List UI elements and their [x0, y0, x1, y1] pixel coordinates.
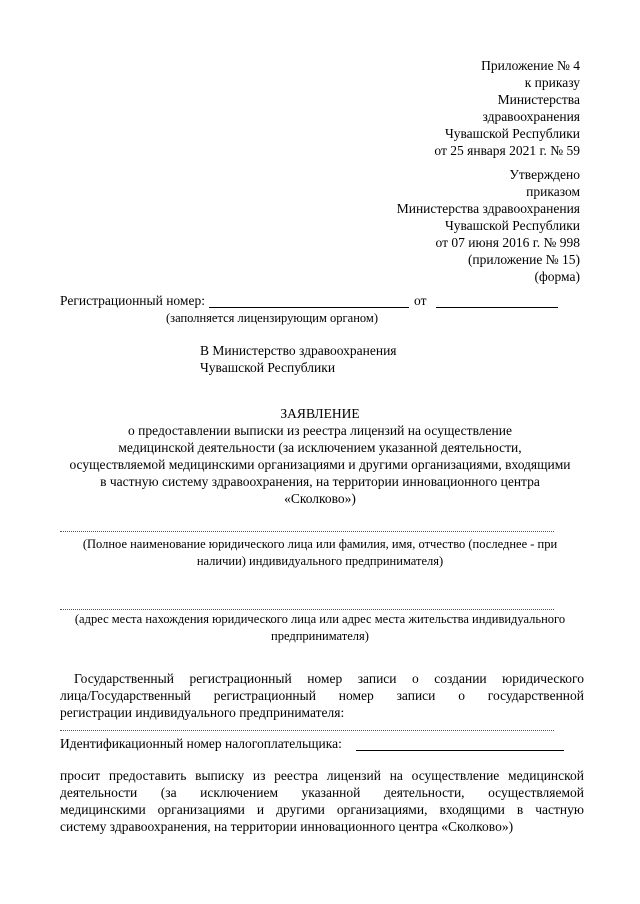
statement-line5: «Сколково») [284, 491, 356, 506]
state-reg-line2: лица/Государственный регистрационный номер записи о государственной [60, 688, 584, 703]
statement-line1: о предоставлении выписки из реестра лицензий на осуществление [128, 423, 512, 438]
approved-order: приказом [526, 184, 580, 199]
approved-appendix: (приложение № 15) [467, 252, 580, 267]
appendix-to-order: к приказу [524, 75, 580, 90]
addressee-line1: В Министерство здравоохранения [200, 343, 397, 358]
approved-block [280, 166, 580, 285]
registration-date-field[interactable] [436, 307, 558, 308]
approved-title: Утверждено [509, 167, 580, 182]
applicant-address-note-line1: (адрес места нахождения юридического лица или адрес места жительства индивидуального [74, 612, 566, 626]
approved-ministry: Министерства здравоохранения [396, 201, 580, 216]
applicant-name-field[interactable] [60, 531, 554, 532]
appendix-ministry-health: здравоохранения [482, 109, 580, 124]
applicant-name-note [40, 536, 600, 570]
registration-number-field[interactable] [209, 307, 409, 308]
inn-field[interactable] [356, 750, 564, 751]
request-paragraph [60, 767, 584, 835]
request-line4: систему здравоохранения, на территории инновационного центра «Сколково») [60, 819, 514, 834]
statement-line3: осуществляемой медицинскими организациями и другими организациями, входящими [69, 457, 571, 472]
applicant-address-note [40, 611, 600, 645]
registration-from-label: от [414, 293, 427, 308]
state-reg-line3: регистрации индивидуального предпринимателя: [60, 705, 345, 720]
addressee-line2: Чувашской Республики [200, 360, 336, 375]
request-line3: медицинскими организациями и другими организациями, входящими в частную [60, 802, 584, 817]
appendix-region: Чувашской Республики [444, 126, 580, 141]
statement-title: ЗАЯВЛЕНИЕ [280, 406, 360, 421]
inn-label: Идентификационный номер налогоплательщика: [60, 736, 342, 751]
approved-form: (форма) [534, 269, 580, 284]
state-reg-number-field[interactable] [60, 730, 554, 731]
registration-label: Регистрационный номер: [60, 293, 205, 308]
approved-region: Чувашской Республики [444, 218, 580, 233]
request-line1: просит предоставить выписку из реестра лицензий на осуществление медицинской [60, 768, 584, 783]
appendix-block [280, 57, 580, 159]
applicant-address-note-line2: предпринимателя) [271, 629, 369, 643]
appendix-title: Приложение № 4 [481, 58, 580, 73]
appendix-ministry: Министерства [497, 92, 580, 107]
applicant-name-note-line1: (Полное наименование юридического лица или фамилия, имя, отчество (последнее - при [82, 537, 558, 551]
registration-note: (заполняется лицензирующим органом) [166, 311, 378, 325]
state-reg-line1: Государственный регистрационный номер записи о создании юридического [74, 671, 584, 686]
statement-line4: в частную систему здравоохранения, на территории инновационного центра [100, 474, 540, 489]
approved-date: от 07 июня 2016 г. № 998 [435, 235, 580, 250]
addressee [200, 342, 397, 376]
statement-block [0, 405, 640, 507]
applicant-name-note-line2: наличии) индивидуального предпринимателя) [196, 554, 444, 568]
request-line2: деятельности (за исключением указанной деятельности, осуществляемой [60, 785, 584, 800]
state-reg-paragraph [60, 670, 584, 721]
appendix-date: от 25 января 2021 г. № 59 [434, 143, 580, 158]
applicant-address-field[interactable] [60, 609, 554, 610]
statement-line2: медицинской деятельности (за исключением указанной деятельности, [118, 440, 522, 455]
